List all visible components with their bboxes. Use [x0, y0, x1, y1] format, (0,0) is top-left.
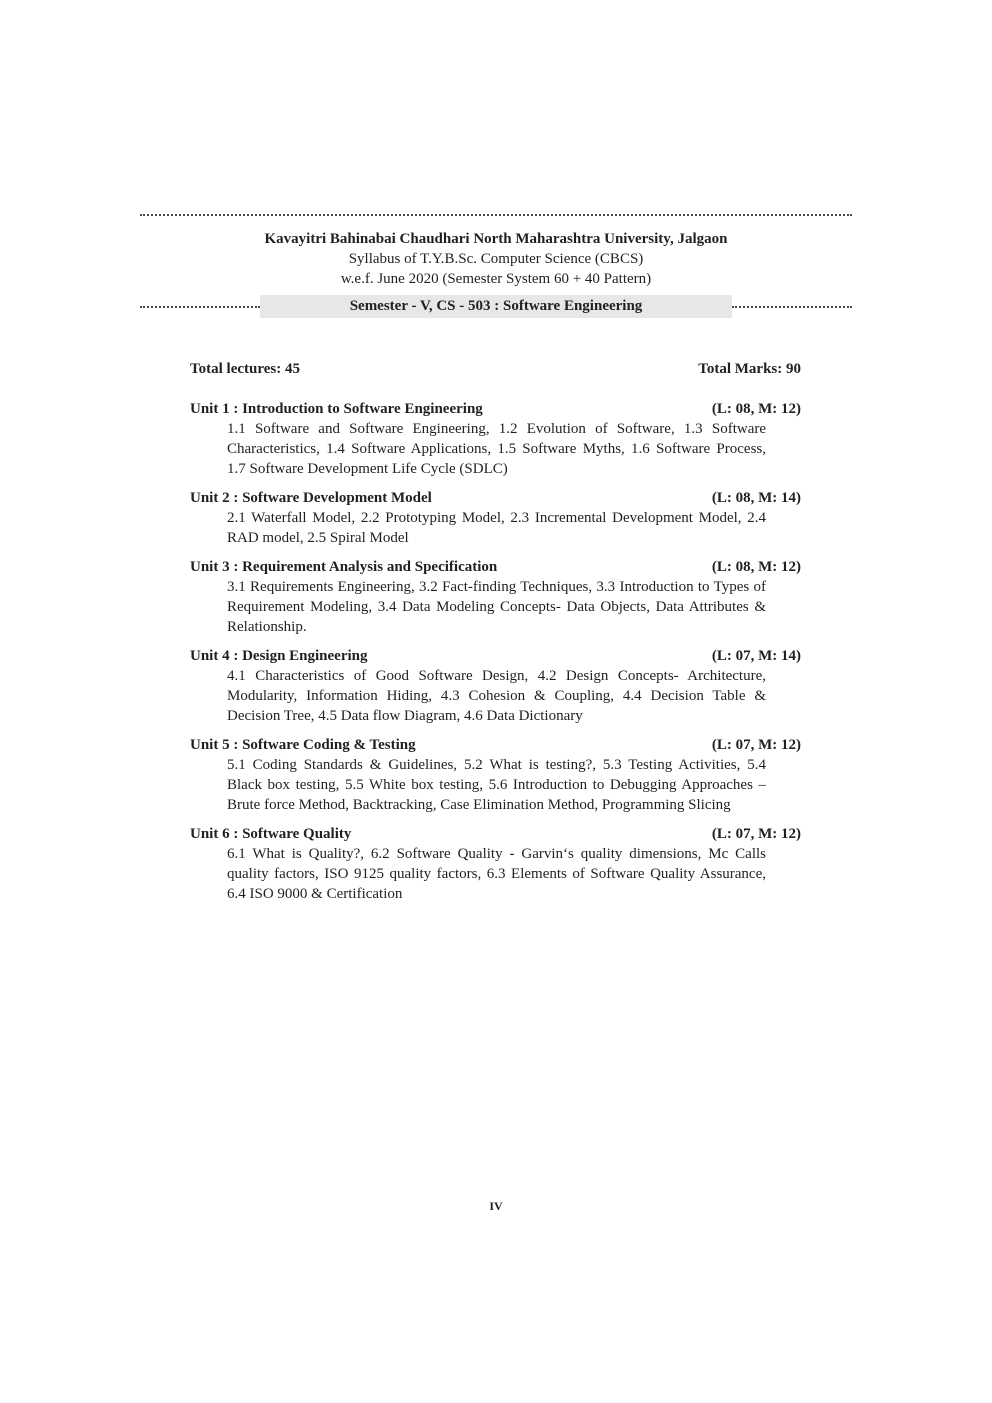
unit-load: (L: 08, M: 12) — [711, 401, 801, 417]
unit-6 — [190, 824, 801, 904]
unit-3 — [190, 557, 801, 637]
unit-content: 4.1 Characteristics of Good Software Design, 4.2 Design Concepts- Architecture, Modularity, Information Hiding, 4.3 Cohesion & Coupling, 4.4 Decision Table & Decision Tree, 4.5 Data flow Diagram, 4.6 Data Dictionary — [227, 668, 766, 724]
page-number: IV — [489, 1199, 503, 1213]
document-header — [140, 229, 852, 289]
unit-title: Unit 6 : Software Quality — [190, 826, 352, 842]
unit-load: (L: 08, M: 12) — [711, 559, 801, 575]
syllabus-title: Syllabus of T.Y.B.Sc. Computer Science (CBCS) — [348, 251, 644, 267]
unit-heading — [190, 399, 801, 419]
unit-heading — [190, 735, 801, 755]
unit-title: Unit 2 : Software Development Model — [190, 490, 432, 506]
unit-2 — [190, 488, 801, 548]
semester-course-title: Semester - V, CS - 503 : Software Engineering — [260, 295, 732, 318]
effective-date: w.e.f. June 2020 (Semester System 60 + 40 Pattern) — [340, 271, 652, 287]
right-dotted-divider — [732, 306, 852, 308]
unit-load: (L: 08, M: 14) — [711, 490, 801, 506]
unit-content: 1.1 Software and Software Engineering, 1.2 Evolution of Software, 1.3 Software Characteristics, 1.4 Software Applications, 1.5 Software Myths, 1.6 Software Process, 1.7 Software Development Life Cycle (SDLC) — [227, 421, 766, 477]
left-dotted-divider — [140, 306, 260, 308]
unit-content: 3.1 Requirements Engineering, 3.2 Fact-finding Techniques, 3.3 Introduction to Types of Requirement Modeling, 3.4 Data Modeling Concepts- Data Objects, Data Attributes & Relationship. — [227, 579, 766, 635]
total-marks: Total Marks: 90 — [698, 361, 801, 377]
unit-heading — [190, 646, 801, 666]
unit-content: 5.1 Coding Standards & Guidelines, 5.2 What is testing?, 5.3 Testing Activities, 5.4 Black box testing, 5.5 White box testing, 5.6 Introduction to Debugging Approaches – Brute force Method, Backtracking, Case Elimination Method, Programming Slicing — [227, 757, 766, 813]
top-dotted-divider — [140, 214, 852, 216]
course-totals — [190, 359, 801, 379]
unit-1 — [190, 399, 801, 479]
unit-load: (L: 07, M: 14) — [711, 648, 801, 664]
unit-title: Unit 1 : Introduction to Software Engineering — [190, 401, 483, 417]
unit-title: Unit 3 : Requirement Analysis and Specification — [190, 559, 498, 575]
unit-heading — [190, 824, 801, 844]
university-name: Kavayitri Bahinabai Chaudhari North Maharashtra University, Jalgaon — [264, 231, 728, 247]
unit-list — [190, 399, 801, 913]
total-lectures: Total lectures: 45 — [190, 361, 300, 377]
unit-content: 2.1 Waterfall Model, 2.2 Prototyping Model, 2.3 Incremental Development Model, 2.4 RAD model, 2.5 Spiral Model — [227, 510, 766, 546]
unit-title: Unit 4 : Design Engineering — [190, 648, 368, 664]
unit-heading — [190, 557, 801, 577]
unit-content: 6.1 What is Quality?, 6.2 Software Quality - Garvin‘s quality dimensions, Mc Calls quality factors, ISO 9125 quality factors, 6.3 Elements of Software Quality Assurance, 6.4 ISO 9000 & Certification — [227, 846, 766, 902]
unit-load: (L: 07, M: 12) — [711, 737, 801, 753]
unit-load: (L: 07, M: 12) — [711, 826, 801, 842]
unit-heading — [190, 488, 801, 508]
unit-title: Unit 5 : Software Coding & Testing — [190, 737, 416, 753]
unit-4 — [190, 646, 801, 726]
unit-5 — [190, 735, 801, 815]
